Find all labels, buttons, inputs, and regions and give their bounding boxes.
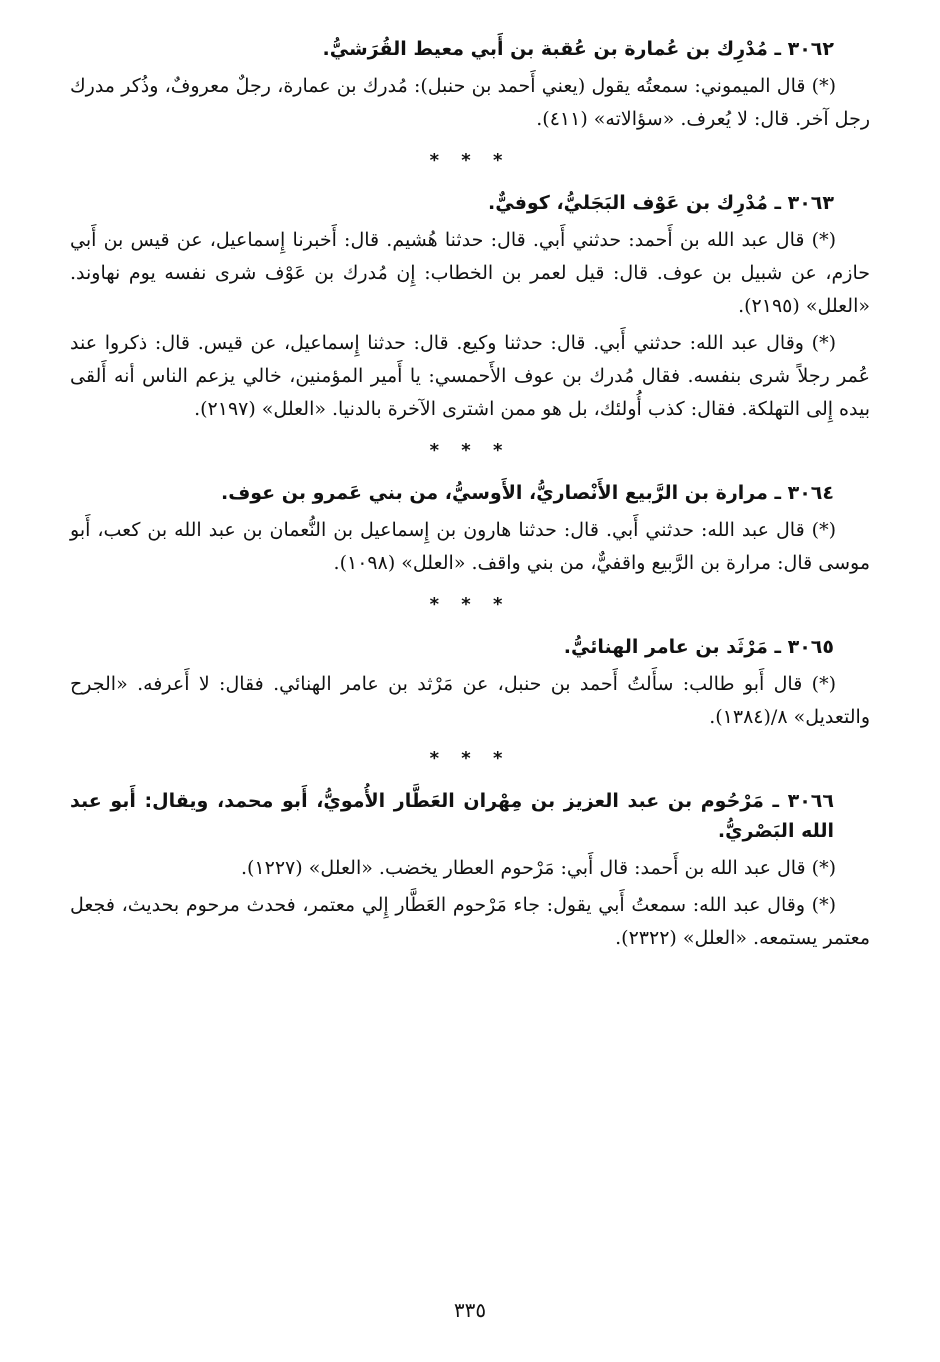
document-page: [70, 26, 870, 1346]
entry-heading: ٣٠٦٤ ـ مرارة بن الرَّبيع الأَنْصاريُّ، الأَوسيُّ، من بني عَمرو بن عوف.: [220, 482, 834, 504]
separator: * * *: [429, 594, 511, 615]
entry-paragraph: (*) قال أَبو طالب: سأَلتُ أَحمد بن حنبل، عن مَرْثد بن عامر الهنائي. فقال: لا أَعرفه. «الجرح والتعديل» ٨/(١٣٨٤).: [70, 673, 870, 728]
entry-heading: ٣٠٦٥ ـ مَرْثَد بن عامر الهنائيُّ.: [563, 636, 834, 658]
entry-heading: ٣٠٦٢ ـ مُدْرِك بن عُمارة بن عُقبة بن أَبي معيط القُرَشيُّ.: [322, 38, 834, 60]
entry-paragraph: (*) قال عبد الله بن أَحمد: حدثني أَبي. قال: حدثنا هُشيم. قال: أَخبرنا إِسماعيل، عن قيس بن أَبي حازم، عن شبيل بن عوف. قال: قيل لعمر بن الخطاب: إِن مُدرك بن عَوْف شرى نفسه يوم نهاوند. «العلل» (٢١٩٥).: [70, 229, 870, 317]
entry-3066: [70, 786, 870, 955]
entry-paragraph: (*) وقال عبد الله: حدثني أَبي. قال: حدثنا وكيع. قال: حدثنا إِسماعيل، عن قيس. قال: ذكروا عند عُمر رجلاً شرى بنفسه. فقال مُدرك بن عوف الأَحمسي: يا أَمير المؤمنين، خالي يزعم الناس أنه أَلقى بيده إِلى التهلكة. فقال: كذب أُولئك، بل هو ممن اشترى الآخرة بالدنيا. «العلل» (٢١٩٧).: [70, 332, 870, 420]
entry-3063: [70, 188, 870, 426]
entry-paragraph: (*) وقال عبد الله: سمعتُ أَبي يقول: جاء مَرْحوم العَطَّار إِلي معتمر، فحدث مرحوم بحديث، فجعل معتمر يستمعه. «العلل» (٢٣٢٢).: [70, 894, 870, 949]
entry-3062: [70, 34, 870, 136]
separator: * * *: [429, 150, 511, 171]
entry-paragraph: (*) قال الميموني: سمعتُه يقول (يعني أَحمد بن حنبل): مُدرك بن عمارة، رجلٌ معروفٌ، وذُكر مدرك رجل آخر. قال: لا يُعرف. «سؤالاته» (٤١١).: [70, 75, 870, 130]
entry-heading: ٣٠٦٦ ـ مَرْحُوم بن عبد العزيز بن مِهْران العَطَّار الأُمويُّ، أَبو محمد، ويقال: أَبو عبد الله البَصْريُّ.: [70, 790, 834, 842]
entry-paragraph: (*) قال عبد الله بن أَحمد: قال أَبي: مَرْحوم العطار يخضب. «العلل» (١٢٢٧).: [240, 857, 836, 879]
separator: * * *: [429, 748, 511, 769]
entry-3064: [70, 478, 870, 580]
entry-paragraph: (*) قال عبد الله: حدثني أَبي. قال: حدثنا هارون بن إِسماعيل بن النُّعمان بن عبد الله بن كعب، أَبو موسى قال: مرارة بن الرَّبيع واقفيٌّ، من بني واقف. «العلل» (١٠٩٨).: [70, 519, 870, 574]
entry-heading: ٣٠٦٣ ـ مُدْرِك بن عَوْف البَجَليُّ، كوفيٌّ.: [488, 192, 834, 214]
entry-3065: [70, 632, 870, 734]
separator: * * *: [429, 440, 511, 461]
page-number: ٣٣٥: [453, 1298, 487, 1322]
